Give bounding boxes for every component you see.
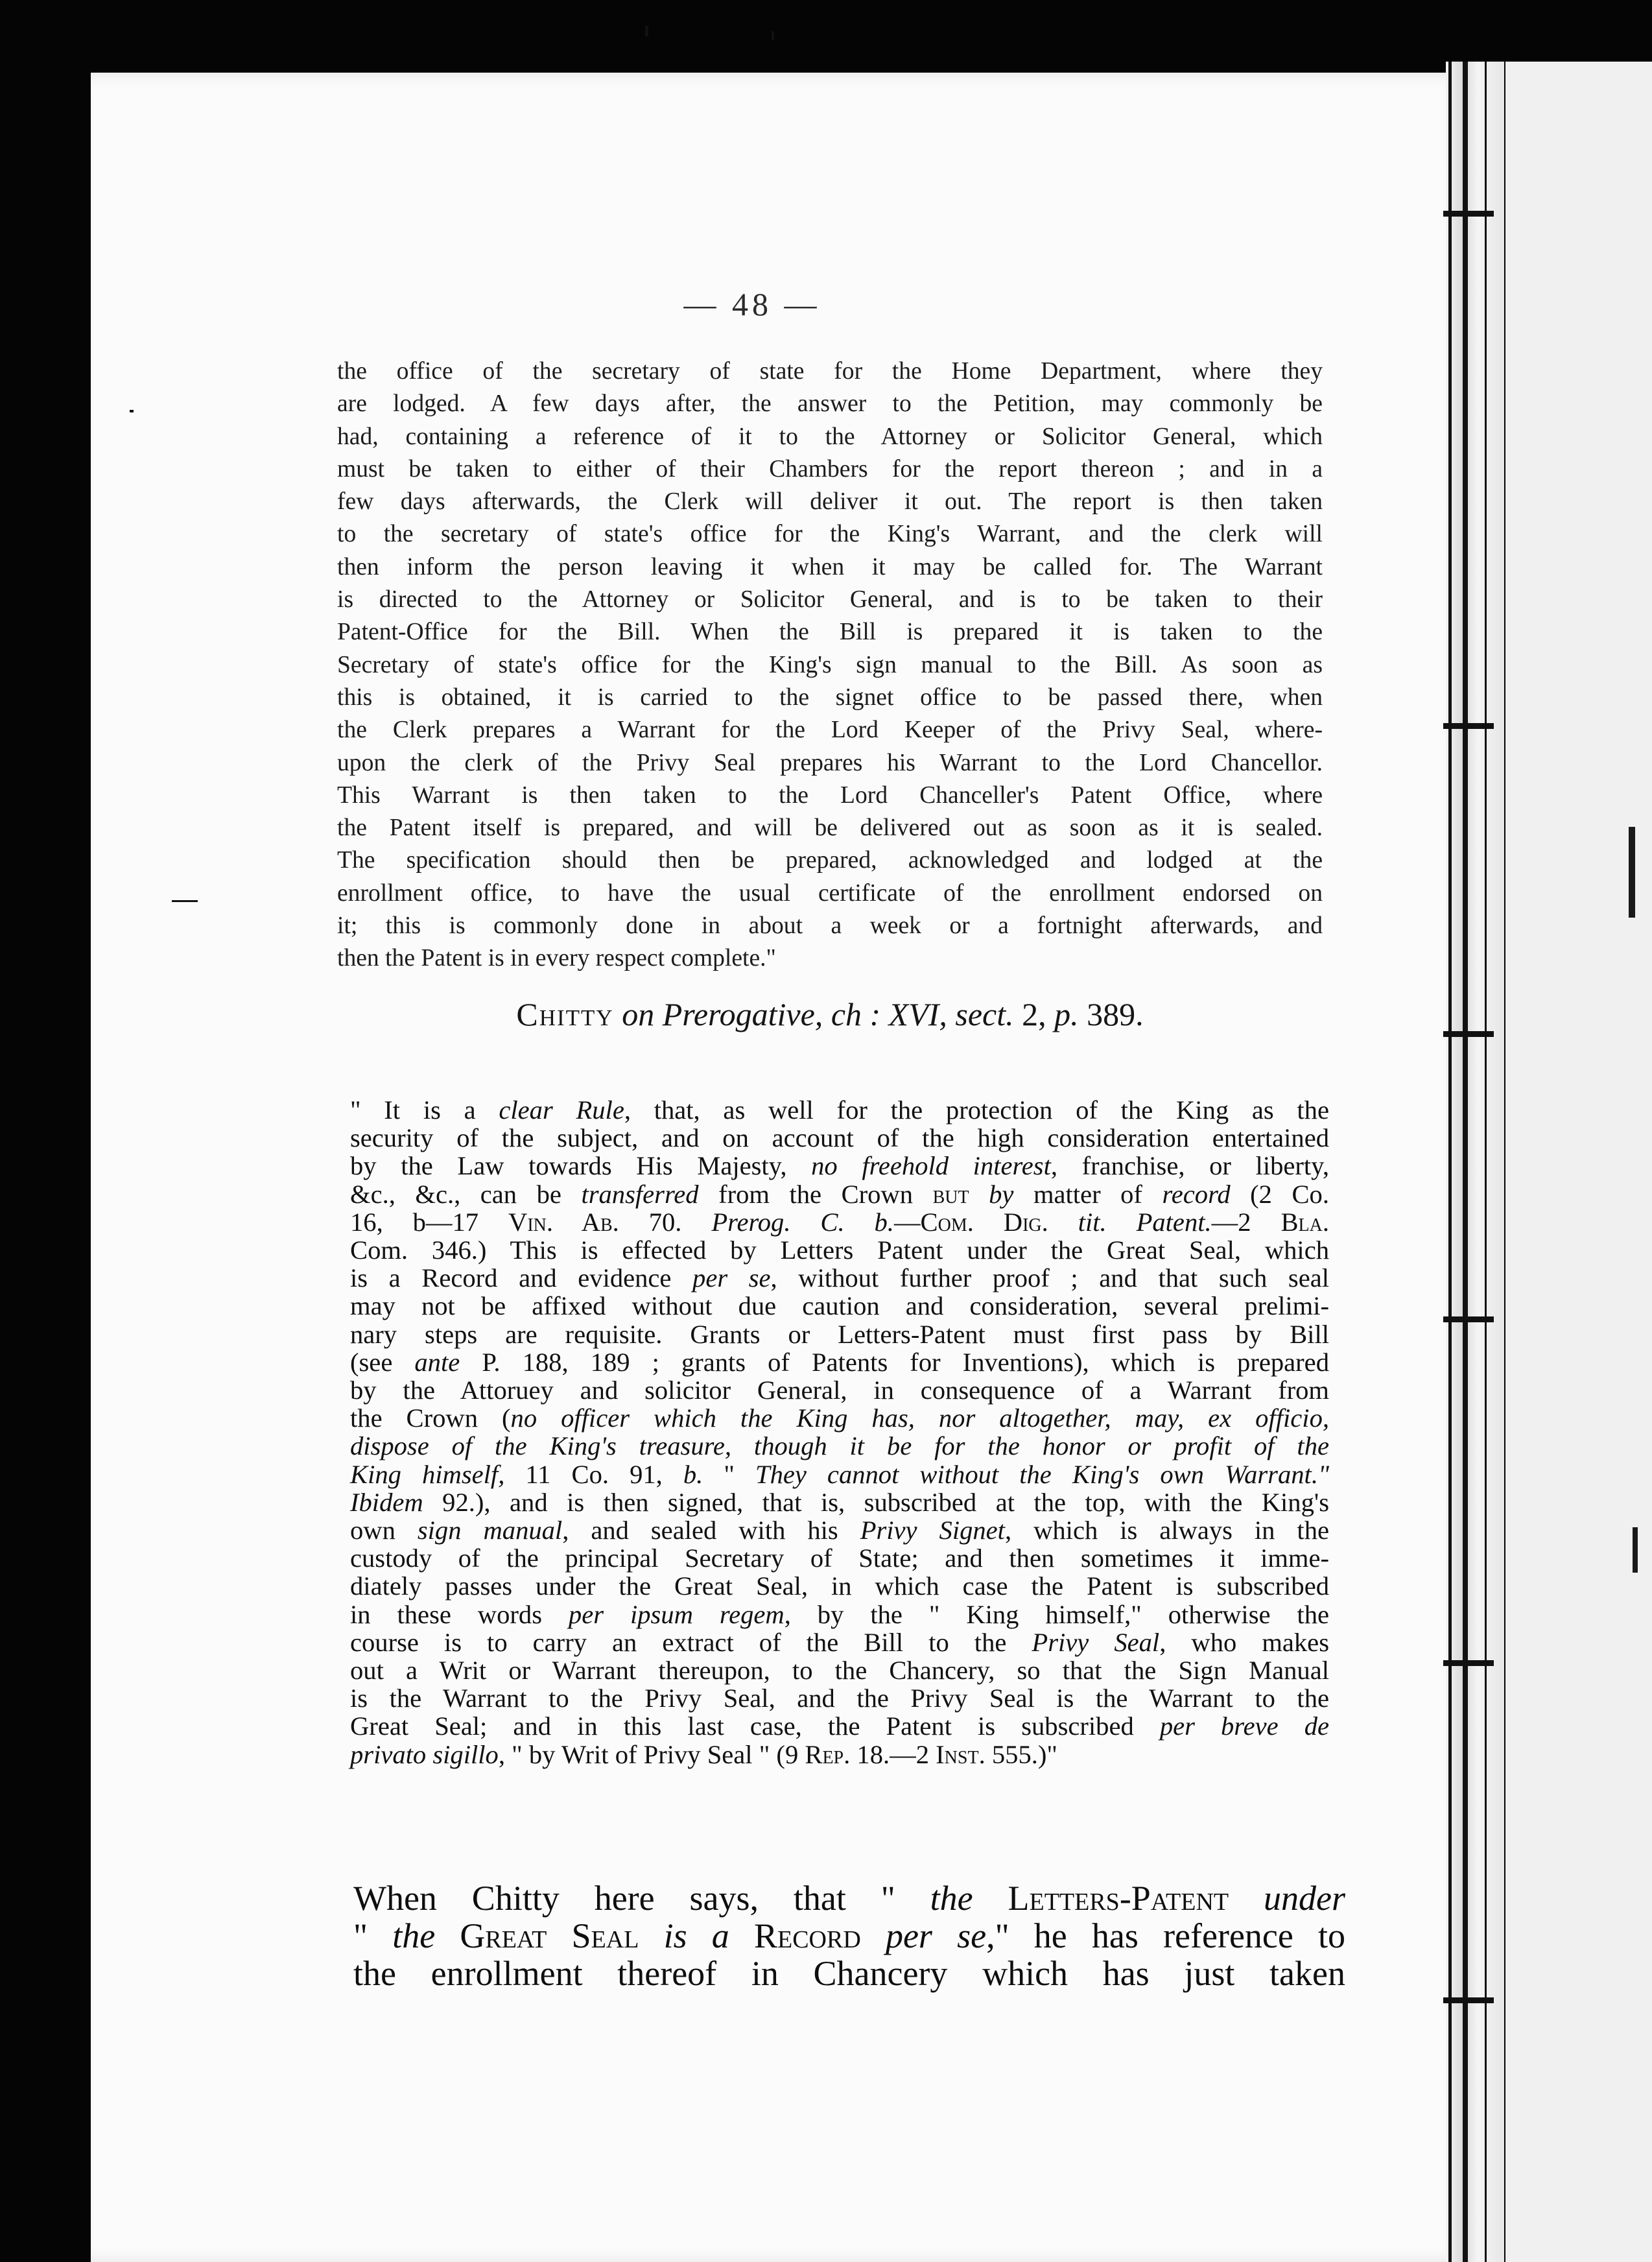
- text-line: few days afterwards, the Clerk will deliver it out. The report is then taken: [337, 488, 1323, 516]
- text-line: is the Warrant to the Privy Seal, and the Privy Seal is the Warrant to the: [350, 1684, 1329, 1713]
- commentary-paragraph: [353, 1879, 1345, 1992]
- text-line: is a Record and evidence per se, without further proof ; and that such seal: [350, 1263, 1329, 1293]
- text-line: enrollment office, to have the usual certificate of the enrollment endorsed on: [337, 879, 1323, 907]
- text-line: this is obtained, it is carried to the signet office to be passed there, when: [337, 684, 1323, 711]
- text-line: security of the subject, and on account of the high consideration entertained: [350, 1123, 1329, 1153]
- text-line: " It is a clear Rule, that, as well for the protection of the King as the: [350, 1095, 1329, 1125]
- text-line: " the Great Seal is a Record per se," he has reference to: [353, 1916, 1346, 1955]
- text-line: are lodged. A few days after, the answer to the Petition, may commonly be: [337, 390, 1323, 418]
- text-line: Com. 346.) This is effected by Letters Patent under the Great Seal, which: [350, 1235, 1329, 1265]
- text-line: then the Patent is in every respect complete.": [337, 945, 776, 972]
- text-line: it; this is commonly done in about a week or a fortnight afterwards, and: [337, 912, 1323, 940]
- heading-ch: ch :: [831, 996, 881, 1032]
- text-line: the Patent itself is prepared, and will be delivered out as soon as it is sealed.: [337, 815, 1323, 842]
- binding-stitch: [1443, 1660, 1494, 1666]
- text-line: had, containing a reference of it to the Attorney or Solicitor General, which: [337, 423, 1323, 450]
- heading-author: Chitty: [516, 996, 614, 1032]
- text-line: the office of the secretary of state for the Home Department, where they: [337, 358, 1323, 385]
- scan-speck: [130, 410, 134, 412]
- text-line: (see ante P. 188, 189 ; grants of Patents for Inventions), which is prepared: [350, 1347, 1329, 1377]
- binding-stitch: [1443, 1031, 1494, 1037]
- text-line: the Clerk prepares a Warrant for the Lord Keeper of the Privy Seal, where-: [337, 717, 1323, 744]
- binding-stitch: [1443, 723, 1494, 729]
- text-line: King himself, 11 Co. 91, b. " They cannot without the King's own Warrant.": [350, 1459, 1330, 1489]
- heading-sect-number: 2,: [1022, 996, 1046, 1032]
- text-line: by the Law towards His Majesty, no freehold interest, franchise, or liberty,: [350, 1151, 1329, 1181]
- binding-stitch: [1443, 1316, 1494, 1322]
- text-line: by the Attoruey and solicitor General, in consequence of a Warrant from: [350, 1375, 1329, 1405]
- text-line: diately passes under the Great Seal, in which case the Patent is subscribed: [350, 1571, 1329, 1601]
- text-line: The specification should then be prepared, acknowledged and lodged at the: [337, 847, 1323, 874]
- text-line: Secretary of state's office for the King's sign manual to the Bill. As soon as: [337, 651, 1323, 678]
- text-line: custody of the principal Secretary of State; and then sometimes it imme-: [350, 1543, 1329, 1573]
- text-line: dispose of the King's treasure, though it be for the honor or profit of the: [350, 1431, 1329, 1461]
- adjacent-page-fragment: [1505, 62, 1652, 2262]
- text-line: nary steps are requisite. Grants or Letters-Patent must first pass by Bill: [350, 1319, 1329, 1349]
- text-line: When Chitty here says, that " the Letters-Patent under: [353, 1879, 1345, 1918]
- quoted-procedure-paragraph: [337, 355, 1323, 975]
- text-line: privato sigillo, " by Writ of Privy Seal " (9 Rep. 18.—2 Inst. 555.)": [350, 1739, 1057, 1769]
- text-line: This Warrant is then taken to the Lord Chanceller's Patent Office, where: [337, 781, 1323, 809]
- section-heading: [337, 995, 1323, 1033]
- heading-chapter: XVI,: [888, 996, 947, 1032]
- chitty-quotation: [350, 1096, 1329, 1768]
- text-line: Patent-Office for the Bill. When the Bill is prepared it is taken to the: [337, 619, 1323, 646]
- text-line: own sign manual, and sealed with his Privy Signet, which is always in the: [350, 1516, 1330, 1545]
- text-line: is directed to the Attorney or Solicitor General, and is to be taken to their: [337, 586, 1323, 613]
- heading-on: on: [622, 996, 655, 1032]
- heading-page: 389.: [1087, 996, 1144, 1032]
- page-number: — 48 —: [683, 286, 821, 322]
- text-line: then inform the person leaving it when it may be called for. The Warrant: [337, 553, 1323, 580]
- text-line: must be taken to either of their Chambers for the report thereon ; and in a: [337, 455, 1323, 482]
- text-line: upon the clerk of the Privy Seal prepares his Warrant to the Lord Chancellor.: [337, 749, 1323, 776]
- binding-stitch: [1443, 211, 1494, 217]
- scan-speck: [645, 26, 648, 36]
- heading-p: p.: [1054, 996, 1079, 1032]
- text-line: the enrollment thereof in Chancery which has just taken: [353, 1954, 1345, 1993]
- text-line: course is to carry an extract of the Bill to the Privy Seal, who makes: [350, 1627, 1329, 1657]
- text-line: in these words per ipsum regem, by the " King himself," otherwise the: [350, 1599, 1330, 1629]
- heading-work: Prerogative,: [662, 996, 823, 1032]
- heading-sect: sect.: [955, 996, 1014, 1032]
- scan-speck: [172, 900, 198, 902]
- text-line: out a Writ or Warrant thereupon, to the Chancery, so that the Sign Manual: [350, 1656, 1329, 1685]
- text-line: &c., &c., can be transferred from the Crown but by matter of record (2 Co.: [350, 1179, 1329, 1209]
- text-line: to the secretary of state's office for the King's Warrant, and the clerk will: [337, 521, 1323, 548]
- text-line: the Crown (no officer which the King has, nor altogether, may, ex officio,: [350, 1403, 1329, 1433]
- scan-speck: [772, 31, 774, 40]
- text-line: Ibidem 92.), and is then signed, that is, subscribed at the top, with the King's: [350, 1487, 1329, 1517]
- page-binding: [1446, 62, 1504, 2262]
- text-line: may not be affixed without due caution and consideration, several prelimi-: [350, 1291, 1329, 1321]
- text-line: 16, b—17 Vin. Ab. 70. Prerog. C. b.—Com. Dig. tit. Patent.—2 Bla.: [350, 1207, 1329, 1237]
- text-line: Great Seal; and in this last case, the Patent is subscribed per breve de: [350, 1711, 1329, 1741]
- binding-stitch: [1443, 1997, 1494, 2003]
